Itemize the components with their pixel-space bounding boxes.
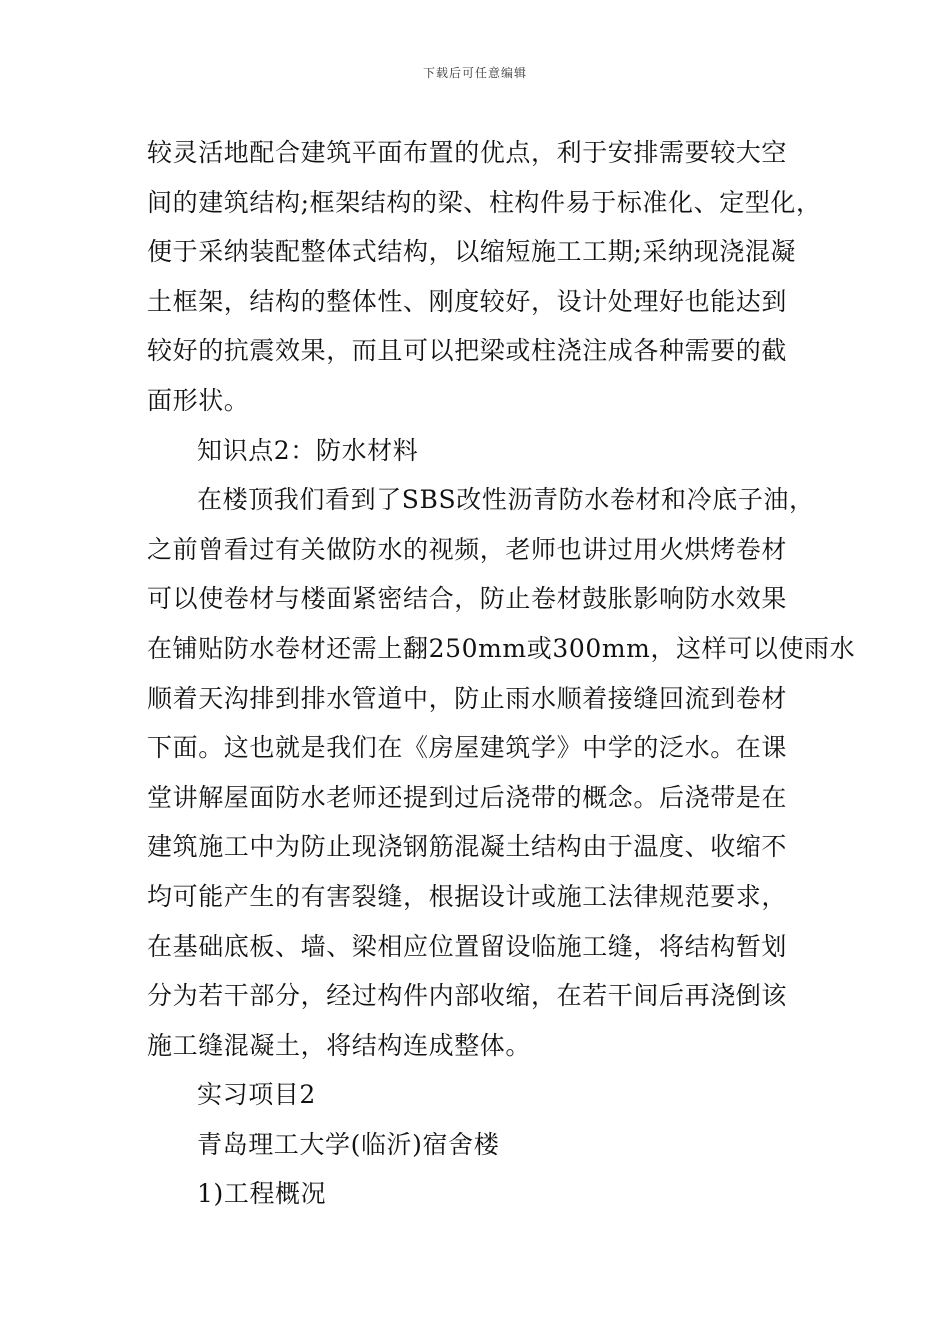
section-heading: 1)工程概况 — [197, 1179, 327, 1209]
text-line: 便于采纳装配整体式结构，以缩短施工工期;采纳现浇混凝 — [147, 237, 797, 267]
text-line: 可以使卷材与楼面紧密结合，防止卷材鼓胀影响防水效果 — [147, 584, 788, 614]
text-line: 下面。这也就是我们在《房屋建筑学》中学的泛水。在课 — [147, 733, 788, 763]
text-line: 分为若干部分，经过构件内部收缩，在若干间后再浇倒该 — [147, 981, 788, 1011]
text-line: 间的建筑结构;框架结构的梁、柱构件易于标准化、定型化， — [147, 187, 822, 217]
text-line: 均可能产生的有害裂缝，根据设计或施工法律规范要求， — [147, 881, 788, 911]
text-line: 在铺贴防水卷材还需上翻250mm或300mm，这样可以使雨水 — [147, 633, 856, 663]
text-line: 较好的抗震效果，而且可以把梁或柱浇注成各种需要的截 — [147, 336, 788, 366]
page-header: 下载后可任意编辑 — [422, 66, 527, 80]
text-line: 较灵活地配合建筑平面布置的优点，利于安排需要较大空 — [147, 138, 788, 167]
text-line: 土框架，结构的整体性、刚度较好，设计处理好也能达到 — [147, 286, 788, 316]
text-line: 在基础底板、墙、梁相应位置留设临施工缝，将结构暂划 — [147, 931, 788, 961]
document-body — [147, 128, 856, 1219]
text-line: 面形状。 — [147, 385, 250, 415]
section-heading: 知识点2：防水材料 — [197, 435, 419, 465]
text-line: 施工缝混凝土，将结构连成整体。 — [147, 1030, 532, 1060]
text-line: 堂讲解屋面防水老师还提到过后浇带的概念。后浇带是在 — [147, 782, 788, 812]
text-line: 建筑施工中为防止现浇钢筋混凝土结构由于温度、收缩不 — [147, 832, 788, 862]
text-line: 顺着天沟排到排水管道中，防止雨水顺着接缝回流到卷材 — [147, 683, 788, 713]
text-line: 在楼顶我们看到了SBS改性沥青防水卷材和冷底子油， — [197, 485, 815, 515]
section-heading: 实习项目2 — [197, 1080, 316, 1110]
section-heading: 青岛理工大学(临沂)宿舍楼 — [197, 1129, 500, 1159]
text-line: 之前曾看过有关做防水的视频，老师也讲过用火烘烤卷材 — [147, 534, 788, 564]
